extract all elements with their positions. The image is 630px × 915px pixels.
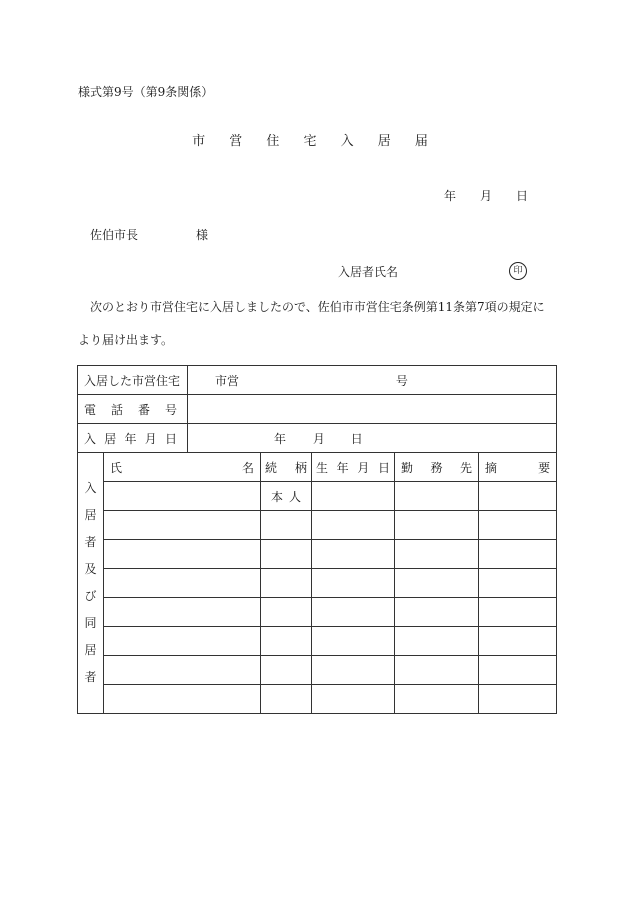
housing-value[interactable] [188, 366, 557, 395]
occupant-work-cell[interactable] [395, 656, 479, 685]
occupant-remarks-cell[interactable] [479, 685, 557, 714]
occupant-birth-cell[interactable] [312, 540, 395, 569]
housing-label: 入居した市営住宅 [78, 366, 188, 395]
header-birth: 生 年 月 日 [312, 453, 395, 482]
date-month-label: 月 [480, 189, 493, 203]
table-row [78, 569, 557, 598]
header-name: 氏 名 [104, 453, 261, 482]
occupant-name-cell[interactable] [104, 656, 261, 685]
occupant-name-cell[interactable] [104, 511, 261, 540]
phone-value[interactable] [188, 395, 557, 424]
table-row [78, 598, 557, 627]
body-text: 次のとおり市営住宅に入居しましたので、佐伯市市営住宅条例第11条第7項の規定により届け出ます。 [78, 300, 545, 347]
phone-label: 電 話 番 号 [78, 395, 188, 424]
occupant-relation-cell[interactable] [261, 511, 312, 540]
occupant-name-cell[interactable] [104, 540, 261, 569]
occupant-birth-cell[interactable] [312, 511, 395, 540]
form-title: 市 営 住 宅 入 居 届 [192, 134, 438, 149]
occupant-birth-cell[interactable] [312, 598, 395, 627]
occupant-relation-cell: 本 人 [261, 482, 312, 511]
occupant-remarks-cell[interactable] [479, 598, 557, 627]
form-number: 様式第9号（第9条関係） [78, 85, 214, 99]
occupant-birth-cell[interactable] [312, 685, 395, 714]
occupant-work-cell[interactable] [395, 511, 479, 540]
table-row [78, 685, 557, 714]
occupant-name-cell[interactable] [104, 569, 261, 598]
occupant-work-cell[interactable] [395, 598, 479, 627]
occupant-name-cell[interactable] [104, 598, 261, 627]
occupant-work-cell[interactable] [395, 685, 479, 714]
occupant-name-cell[interactable] [104, 685, 261, 714]
seal-icon: 印 [509, 262, 527, 280]
table-row [78, 482, 557, 511]
occupant-relation-cell[interactable] [261, 598, 312, 627]
date-day-label: 日 [516, 189, 529, 203]
header-relation: 続 柄 [261, 453, 312, 482]
occupant-remarks-cell[interactable] [479, 511, 557, 540]
occupant-birth-cell[interactable] [312, 656, 395, 685]
occupant-birth-cell[interactable] [312, 627, 395, 656]
occupant-birth-cell[interactable] [312, 482, 395, 511]
addressee: 佐伯市長 [90, 228, 139, 242]
occupant-remarks-cell[interactable] [479, 482, 557, 511]
occupant-name-cell[interactable] [104, 482, 261, 511]
occupants-label: 入 居 者 及 び 同 居 者 [78, 453, 104, 714]
occupant-remarks-cell[interactable] [479, 656, 557, 685]
occupant-remarks-cell[interactable] [479, 540, 557, 569]
honorific: 様 [196, 228, 209, 242]
move-in-row [78, 424, 557, 453]
move-in-label: 入 居 年 月 日 [78, 424, 188, 453]
occupants-header-row [78, 453, 557, 482]
phone-row [78, 395, 557, 424]
table-row [78, 656, 557, 685]
occupant-remarks-cell[interactable] [479, 627, 557, 656]
housing-prefix: 市営 [215, 373, 240, 388]
occupant-work-cell[interactable] [395, 569, 479, 598]
table-row [78, 511, 557, 540]
applicant-name-label: 入居者氏名 [338, 265, 399, 279]
occupant-work-cell[interactable] [395, 482, 479, 511]
header-remarks: 摘 要 [479, 453, 557, 482]
housing-suffix: 号 [395, 373, 408, 388]
table-row [78, 627, 557, 656]
move-in-value[interactable]: 年 月 日 [188, 424, 557, 453]
occupant-remarks-cell[interactable] [479, 569, 557, 598]
occupant-name-cell[interactable] [104, 627, 261, 656]
housing-row [78, 366, 557, 395]
occupant-relation-cell[interactable] [261, 685, 312, 714]
occupant-relation-cell[interactable] [261, 627, 312, 656]
date-year-label: 年 [444, 189, 457, 203]
occupant-relation-cell[interactable] [261, 569, 312, 598]
table-row [78, 540, 557, 569]
occupant-work-cell[interactable] [395, 540, 479, 569]
occupant-relation-cell[interactable] [261, 540, 312, 569]
occupant-work-cell[interactable] [395, 627, 479, 656]
header-work: 勤 務 先 [395, 453, 479, 482]
occupancy-table [77, 365, 557, 714]
occupant-relation-cell[interactable] [261, 656, 312, 685]
occupant-birth-cell[interactable] [312, 569, 395, 598]
